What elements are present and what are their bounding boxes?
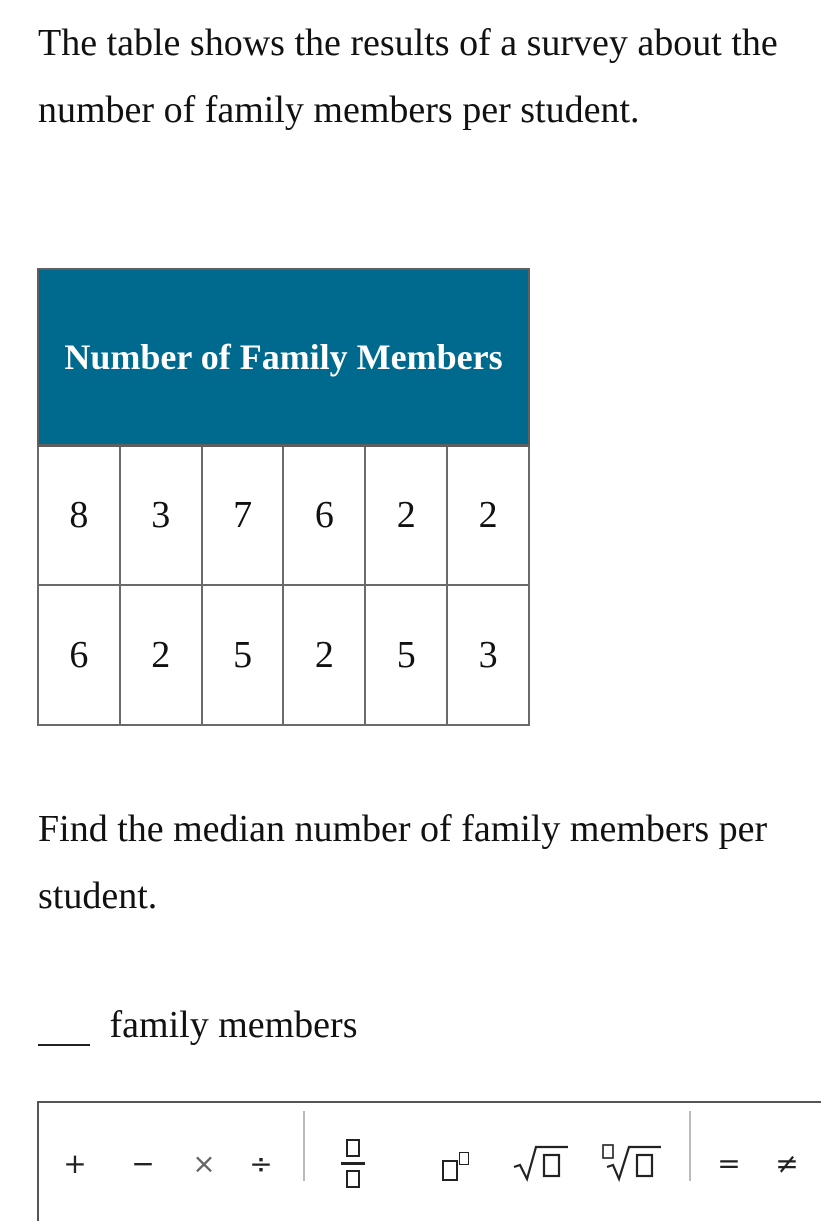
- family-members-table: [37, 268, 530, 726]
- math-toolbar: [37, 1101, 821, 1221]
- intro-text: The table shows the results of a survey about the number of family members per student.: [38, 22, 778, 131]
- table-cell: 2: [447, 445, 529, 585]
- times-icon[interactable]: ×: [192, 1146, 216, 1180]
- fraction-icon[interactable]: [329, 1133, 377, 1193]
- answer-unit-label: family members: [109, 1004, 358, 1046]
- table-cell: 5: [365, 585, 447, 725]
- table-cell: 2: [365, 445, 447, 585]
- table-row: [38, 585, 529, 725]
- table-cell: 2: [120, 585, 202, 725]
- toolbar-divider: [303, 1111, 305, 1181]
- toolbar-divider: [689, 1111, 691, 1181]
- nth-root-icon[interactable]: [597, 1133, 665, 1193]
- exponent-icon[interactable]: [431, 1133, 479, 1193]
- table-header: Number of Family Members: [38, 269, 529, 445]
- answer-input[interactable]: [38, 1004, 90, 1046]
- equals-icon[interactable]: =: [717, 1146, 741, 1180]
- minus-icon[interactable]: −: [131, 1146, 155, 1180]
- table-cell: 3: [447, 585, 529, 725]
- table-cell: 5: [202, 585, 284, 725]
- table-cell: 7: [202, 445, 284, 585]
- table-cell: 3: [120, 445, 202, 585]
- plus-icon[interactable]: +: [63, 1146, 87, 1180]
- question-text: Find the median number of family members per student.: [38, 808, 768, 917]
- table-row: [38, 445, 529, 585]
- answer-row: [38, 998, 357, 1058]
- table-cell: 8: [38, 445, 120, 585]
- divide-icon[interactable]: ÷: [249, 1146, 273, 1180]
- table-cell: 6: [38, 585, 120, 725]
- not-equals-icon[interactable]: ≠: [775, 1146, 799, 1180]
- table-cell: 6: [283, 445, 365, 585]
- table-cell: 2: [283, 585, 365, 725]
- square-root-icon[interactable]: [509, 1133, 573, 1193]
